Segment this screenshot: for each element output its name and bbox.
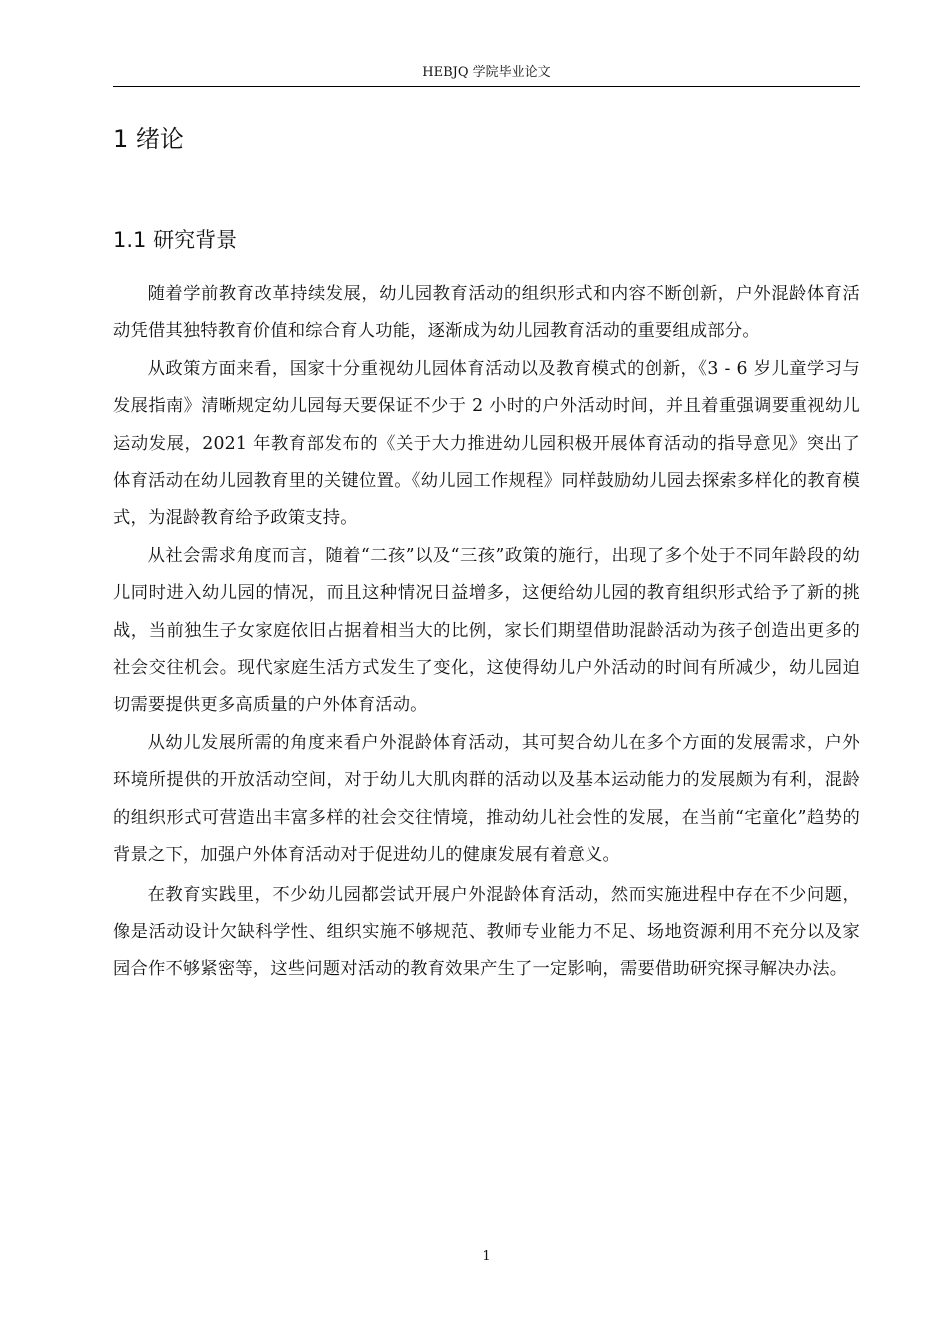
paragraph-intro: 随着学前教育改革持续发展，幼儿园教育活动的组织形式和内容不断创新，户外混龄体育活动凭借其独特教育价值和综合育人功能，逐渐成为幼儿园教育活动的重要组成部分。 [113,284,860,342]
paragraph-practice-problems: 在教育实践里，不少幼儿园都尝试开展户外混龄体育活动，然而实施进程中存在不少问题，像是活动设计欠缺科学性、组织实施不够规范、教师专业能力不足、场地资源利用不充分以及家园合作不够紧密等，这些问题对活动的教育效果产生了一定影响，需要借助研究探寻解决办法。 [113,884,860,980]
header-rule [113,86,860,87]
paragraph-child-development: 从幼儿发展所需的角度来看户外混龄体育活动，其可契合幼儿在多个方面的发展需求，户外环境所提供的开放活动空间，对于幼儿大肌肉群的活动以及基本运动能力的发展颇为有利，混龄的组织形式可营造出丰富多样的社会交往情境，推动幼儿社会性的发展，在当前“宅童化”趋势的背景之下，加强户外体育活动对于促进幼儿的健康发展有着意义。 [113,732,860,866]
chapter-title: 1 绪论 [113,125,184,153]
body-text [113,276,860,989]
running-header: HEBJQ 学院毕业论文 [422,65,551,80]
paragraph-social-demand: 从社会需求角度而言，随着“二孩”以及“三孩”政策的施行，出现了多个处于不同年龄段的幼儿同时进入幼儿园的情况，而且这种情况日益增多，这便给幼儿园的教育组织形式给予了新的挑战，当前独生子女家庭依旧占据着相当大的比例，家长们期望借助混龄活动为孩子创造出更多的社会交往机会。现代家庭生活方式发生了变化，这使得幼儿户外活动的时间有所减少，幼儿园迫切需要提供更多高质量的户外体育活动。 [113,545,860,716]
section-title: 1.1 研究背景 [113,228,238,252]
page-number: 1 [482,1249,491,1264]
paragraph-policy: 从政策方面来看，国家十分重视幼儿园体育活动以及教育模式的创新，《3 - 6 岁儿童学习与发展指南》清晰规定幼儿园每天要保证不少于 2 小时的户外活动时间，并且着重强调要重视幼儿运动发展，2021 年教育部发布的《关于大力推进幼儿园积极开展体育活动的指导意见》突出了体育活动在幼儿园教育里的关键位置。《幼儿园工作规程》同样鼓励幼儿园去探索多样化的教育模式，为混龄教育给予政策支持。 [113,358,860,529]
